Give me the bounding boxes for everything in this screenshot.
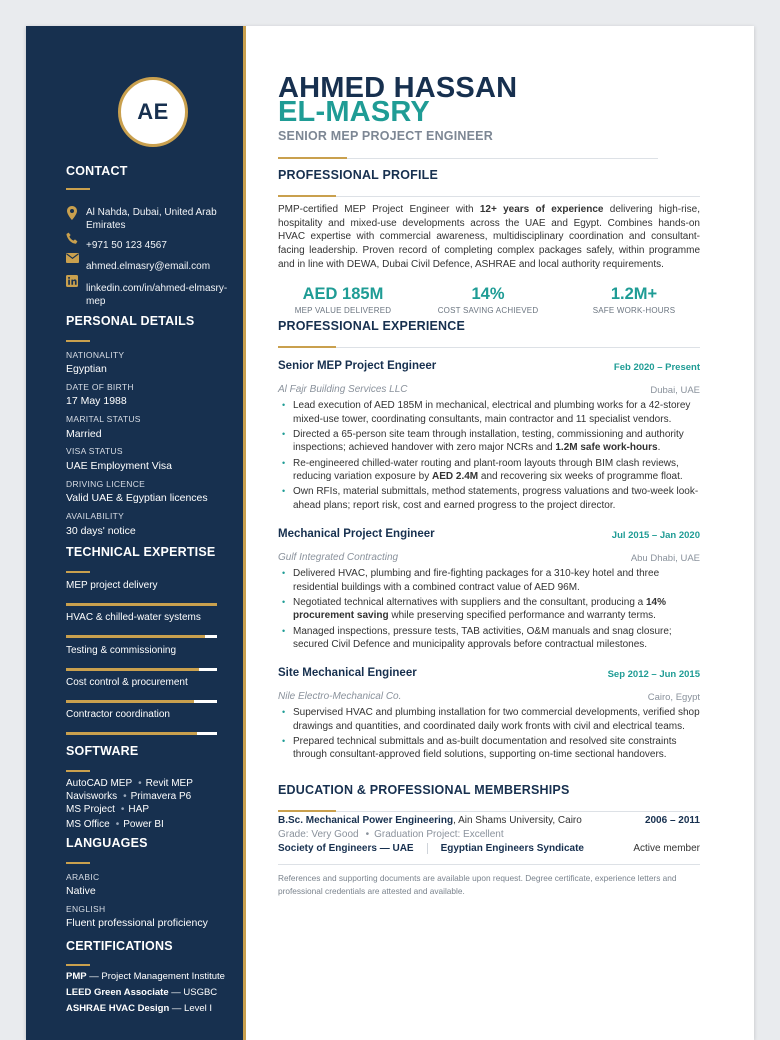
sidebar [26, 26, 246, 1040]
skill-label: Testing & commissioning [66, 645, 177, 656]
expertise-heading: TECHNICAL EXPERTISE [66, 545, 216, 559]
contact-linkedin-text: linkedin.com/in/ahmed-elmasry-mep [86, 283, 228, 307]
licence-label: DRIVING LICENCE [66, 479, 146, 489]
software-item: HAP [128, 804, 149, 815]
location-pin-icon [66, 206, 80, 220]
stat-label: COST SAVING ACHIEVED [437, 306, 539, 315]
phone-icon [66, 232, 80, 246]
software-line: MS Project • HAP [66, 804, 149, 815]
job-bullet [278, 457, 700, 484]
degree-university: , Ain Shams University, Cairo [453, 815, 582, 826]
language-value: Fluent professional proficiency [66, 917, 208, 929]
contact-phone-text: +971 50 123 4567 [86, 240, 167, 251]
membership-status: Active member [633, 843, 700, 854]
skill-bar [66, 603, 217, 606]
language-value: Native [66, 885, 96, 897]
software-item: Navisworks [66, 791, 118, 802]
visa-label: VISA STATUS [66, 446, 123, 456]
stat-safe-hours [564, 285, 704, 315]
skill-bar-fill [66, 668, 199, 671]
section-rule-grey [336, 811, 700, 812]
section-rule [66, 571, 90, 573]
marital-label: MARITAL STATUS [66, 414, 141, 424]
job-title: Mechanical Project Engineer [278, 528, 435, 540]
licence-value: Valid UAE & Egyptian licences [66, 492, 208, 504]
software-line: MS Office • Power BI [66, 819, 164, 830]
job-bullet [278, 399, 700, 426]
education-heading: EDUCATION & PROFESSIONAL MEMBERSHIPS [278, 783, 570, 797]
job-title: SENIOR MEP PROJECT ENGINEER [278, 129, 493, 143]
dob-value: 17 May 1988 [66, 395, 127, 407]
language-label: ENGLISH [66, 904, 106, 914]
contact-location-text: Al Nahda, Dubai, United Arab Emirates [86, 207, 217, 231]
profile-text-highlight: 12+ years of experience [479, 204, 604, 215]
linkedin-icon [66, 275, 80, 289]
certification-issuer: — USGBC [168, 987, 218, 998]
profile-text [278, 203, 700, 272]
skill-label: Cost control & procurement [66, 677, 188, 688]
bullet-text: Negotiated technical alternatives with suppliers and the consultant, producing a [293, 596, 646, 608]
skill-label: Contractor coordination [66, 709, 170, 720]
bullet-text: Managed inspections, pressure tests, TAB activities, O&M manuals and snag closure; secured Civil Defence and municipality approvals before contractual milestones. [293, 625, 672, 651]
contact-phone[interactable] [66, 232, 236, 252]
certification-issuer: — Project Management Institute [86, 971, 225, 982]
job-dates: Jul 2015 – Jan 2020 [611, 530, 700, 541]
job-dates: Sep 2012 – Jun 2015 [607, 669, 700, 680]
skill-label: HVAC & chilled-water systems [66, 612, 201, 623]
availability-value: 30 days' notice [66, 525, 136, 537]
visa-value: UAE Employment Visa [66, 460, 173, 472]
certification-name: PMP [66, 971, 87, 982]
section-rule-gold [278, 195, 336, 197]
job-bullet [278, 596, 700, 623]
job-bullets [278, 567, 700, 653]
contact-email[interactable] [66, 253, 236, 273]
stat-value: 14% [471, 285, 505, 303]
job-bullet [278, 625, 700, 652]
contact-email-text: ahmed.elmasry@email.com [86, 261, 211, 272]
software-item: MS Office [66, 819, 110, 830]
job-location: Abu Dhabi, UAE [630, 553, 700, 564]
skill-bar-fill [66, 603, 217, 606]
job-title: Senior MEP Project Engineer [278, 360, 437, 372]
bullet-text: and recovering six weeks of programme float. [478, 471, 683, 483]
degree-name: B.Sc. Mechanical Power Engineering [278, 815, 454, 826]
bullet-text: Delivered HVAC, plumbing and fire-fighting packages for a 310-key hotel and three residential buildings with a combined contract value of AED 96M. [293, 568, 660, 593]
header-rule-grey [347, 158, 658, 159]
software-line: Navisworks • Primavera P6 [66, 791, 192, 802]
footer-rule [278, 864, 700, 865]
contact-heading: CONTACT [66, 164, 128, 178]
job-title: Site Mechanical Engineer [278, 667, 417, 679]
skill-label: MEP project delivery [66, 580, 158, 591]
bullet-text: Prepared technical submittals and as-built documentation and resolved site constraints through consultant-approved field solutions, supporting on-time sectional handovers. [293, 735, 677, 761]
software-line: AutoCAD MEP • Revit MEP [66, 778, 193, 789]
section-rule-gold [278, 346, 336, 348]
certification-issuer: — Level I [169, 1003, 213, 1014]
bullet-text: Directed a 65-person site team through installation, testing, commissioning and authority inspections; achieved handover with zero major NCRs and [293, 428, 684, 454]
nationality-value: Egyptian [66, 363, 107, 375]
job-company: Nile Electro-Mechanical Co. [278, 691, 402, 702]
degree-grade: Grade: Very Good [278, 829, 359, 840]
job-bullet [278, 735, 700, 762]
section-rule [66, 188, 90, 190]
skill-bar-fill [66, 635, 205, 638]
avatar: AE [118, 77, 188, 147]
job-bullet [278, 706, 700, 733]
stat-cost-saving [418, 285, 558, 315]
degree-project: Graduation Project: Excellent [374, 829, 504, 840]
availability-label: AVAILABILITY [66, 511, 125, 521]
bullet-text: Lead execution of AED 185M in mechanical, electrical and plumbing works for a 42-storey mixed-use tower, coordinating consultants, main contractor and 11 specialist vendors. [293, 400, 691, 425]
marital-value: Married [66, 428, 102, 440]
software-item: AutoCAD MEP [66, 778, 133, 789]
software-item: Primavera P6 [130, 791, 192, 802]
software-item: Revit MEP [145, 778, 193, 789]
certifications-heading: CERTIFICATIONS [66, 939, 173, 953]
bullet-highlight: 14% procurement saving [293, 596, 667, 622]
certification-item [66, 971, 225, 982]
education-degree-row [278, 815, 700, 826]
membership-1: Society of Engineers — UAE [278, 843, 414, 855]
certification-name: LEED Green Associate [66, 987, 169, 998]
dob-label: DATE OF BIRTH [66, 382, 134, 392]
skill-bar-fill [66, 700, 194, 703]
contact-location [66, 206, 236, 232]
experience-heading: PROFESSIONAL EXPERIENCE [278, 319, 466, 333]
bullet-text: Re-engineered chilled-water routing and plant-room layouts through BIM clash reviews, reducing variation exposure by [293, 457, 679, 483]
bullet-text: . [657, 442, 661, 454]
profile-heading: PROFESSIONAL PROFILE [278, 168, 439, 182]
stat-mep-value [273, 285, 413, 315]
name-line-2: EL-MASRY [278, 96, 430, 128]
personal-heading: PERSONAL DETAILS [66, 314, 195, 328]
name-line-1: AHMED HASSAN [278, 72, 518, 104]
footer-note: References and supporting documents are available upon request. Degree certificate, experience letters and professional credentials are attested and available. [278, 873, 677, 896]
section-rule [66, 862, 90, 864]
job-bullet [278, 567, 700, 594]
profile-text-part: PMP-certified MEP Project Engineer with [278, 204, 480, 215]
job-company: Al Fajr Building Services LLC [278, 384, 408, 395]
job-bullet [278, 428, 700, 455]
main-content [278, 26, 700, 1040]
job-bullets [278, 399, 700, 514]
resume-page [26, 26, 754, 1040]
bullet-highlight: 1.2M safe work-hours [555, 442, 658, 454]
nationality-label: NATIONALITY [66, 350, 125, 360]
bullet-text: Supervised HVAC and plumbing installation for two commercial developments, verified shop drawings and quantities, and coordinated daily work fronts with civil and electrical teams. [293, 707, 700, 732]
software-item: MS Project [66, 804, 115, 815]
section-rule-grey [336, 196, 700, 197]
certification-item [66, 987, 217, 998]
profile-text-part: delivering high-rise, hospitality and mixed-use developments across the UAE and Egypt. Combines hands-on HVAC expertise with commercial awareness, multidisciplinary coordination and consultant-facing leadership. Proven record of completing complex packages safely, within programme and in line with DEWA, Dubai Civil Defence, ASHRAE and local authority requirements. [278, 204, 700, 270]
stat-value: 1.2M+ [610, 285, 658, 303]
languages-heading: LANGUAGES [66, 836, 148, 850]
skill-bar [66, 635, 217, 638]
certification-item [66, 1003, 212, 1014]
language-label: ARABIC [66, 872, 100, 882]
section-rule-grey [336, 347, 700, 348]
stat-label: MEP VALUE DELIVERED [294, 306, 392, 315]
bullet-highlight: AED 2.4M [431, 471, 479, 483]
stat-label: SAFE WORK-HOURS [592, 306, 676, 315]
membership-row [278, 843, 700, 854]
degree-years: 2006 – 2011 [644, 815, 700, 826]
bullet-text: Own RFIs, material submittals, method statements, progress valuations and two-week look-ahead plans; report risk, cost and earned progress to the project director. [293, 486, 699, 511]
software-heading: SOFTWARE [66, 744, 139, 758]
certification-name: ASHRAE HVAC Design [66, 1003, 170, 1014]
bullet-text: while preserving specified performance and warranty terms. [388, 610, 656, 622]
job-dates: Feb 2020 – Present [613, 362, 700, 373]
header-rule-gold [278, 157, 347, 159]
job-location: Cairo, Egypt [647, 692, 700, 703]
job-location: Dubai, UAE [650, 385, 700, 396]
software-item: Power BI [123, 819, 164, 830]
job-company: Gulf Integrated Contracting [278, 552, 399, 563]
skill-bar [66, 700, 217, 703]
envelope-icon [66, 253, 80, 267]
section-rule-gold [278, 810, 336, 812]
education-grade-row: Grade: Very Good • Graduation Project: Excellent [278, 829, 504, 840]
job-bullet [278, 485, 700, 512]
stat-value: AED 185M [302, 285, 384, 303]
skill-bar [66, 668, 217, 671]
section-rule [66, 340, 90, 342]
membership-2: Egyptian Engineers Syndicate [440, 843, 584, 855]
job-bullets [278, 706, 700, 764]
section-rule [66, 770, 90, 772]
skill-bar [66, 732, 217, 735]
skill-bar-fill [66, 732, 197, 735]
section-rule [66, 964, 90, 966]
contact-linkedin[interactable] [66, 275, 236, 308]
